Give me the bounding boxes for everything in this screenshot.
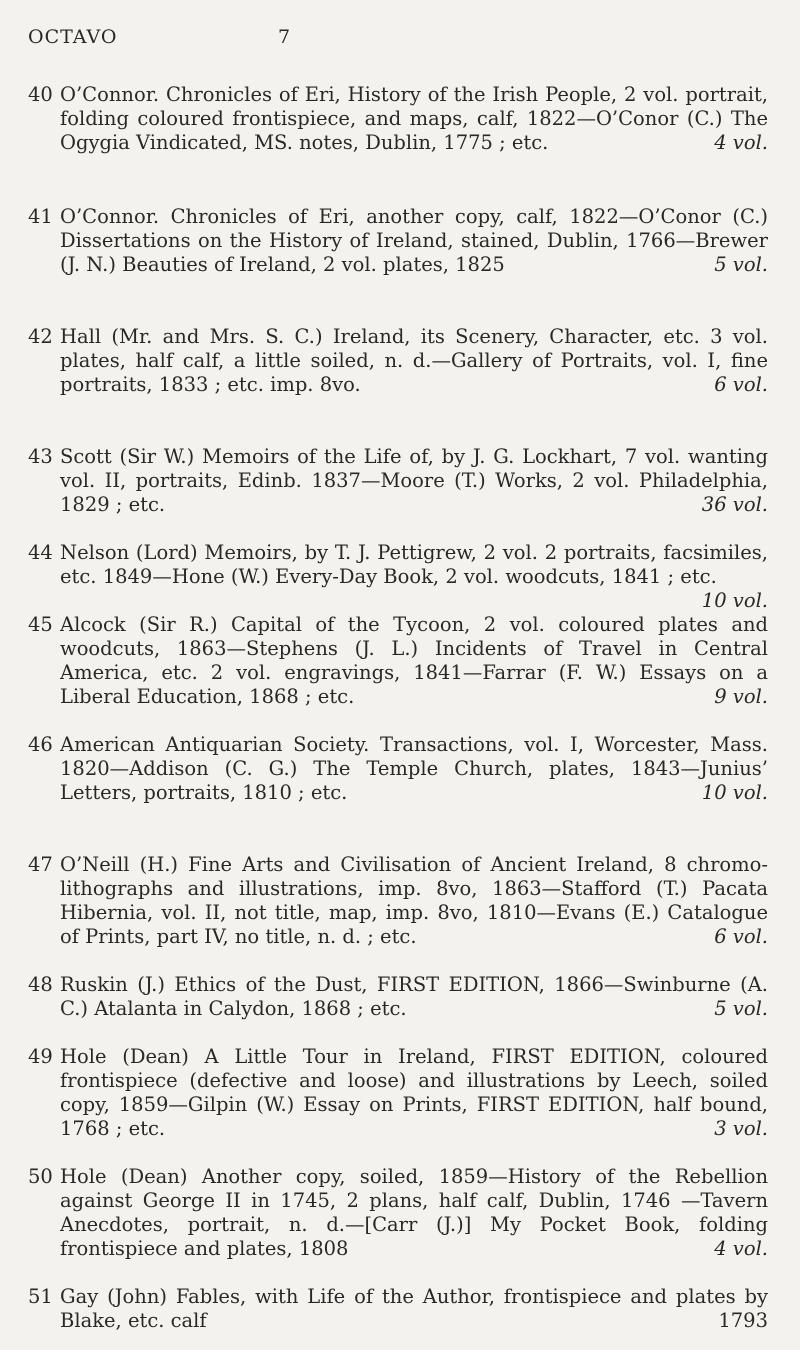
lot-entry (28, 445, 768, 539)
lot-entry (28, 733, 768, 851)
lot-number: 41 (28, 205, 53, 228)
lot-description: O’Connor. Chronicles of Eri, History of the Irish People, 2 vol. portrait, folding coloured frontispiece, and maps, calf, 1822—O’Conor (C.) The Ogygia Vindicated, MS. notes, Dublin, 1775 ; etc. (60, 83, 768, 154)
lot-entry (28, 1045, 768, 1163)
lot-volumes: 4 vol. (714, 1237, 768, 1260)
lot-description: Hall (Mr. and Mrs. S. C.) Ireland, its Scenery, Character, etc. 3 vol. plates, half calf, a little soiled, n. d.—Gallery of Portraits, vol. I, fine portraits, 1833 ; etc. imp. 8vo. (60, 325, 768, 396)
lot-number: 45 (28, 613, 53, 636)
lot-number: 43 (28, 445, 53, 468)
lot-volumes: 4 vol. (714, 131, 768, 154)
lot-number: 50 (28, 1165, 53, 1188)
lot-entry (28, 325, 768, 443)
lot-volumes: 3 vol. (714, 1117, 768, 1140)
lot-volumes: 6 vol. (714, 373, 768, 396)
lot-description: Hole (Dean) A Little Tour in Ireland, FIRST EDITION, coloured frontispiece (defective and loose) and illustrations by Leech, soiled copy, 1859—Gilpin (W.) Essay on Prints, FIRST EDITION, half bound, 1768 ; etc. (60, 1045, 768, 1140)
lot-entry (28, 1165, 768, 1283)
lot-description: Gay (John) Fables, with Life of the Author, frontispiece and plates by Blake, etc. calf (60, 1285, 768, 1332)
lot-number: 49 (28, 1045, 53, 1068)
section-title: OCTAVO (28, 26, 118, 48)
lot-number: 46 (28, 733, 53, 756)
lot-entry (28, 205, 768, 323)
lot-volumes: 5 vol. (714, 997, 768, 1020)
lot-volumes: 9 vol. (714, 685, 768, 708)
lot-description: American Antiquarian Society. Transactions, vol. I, Worcester, Mass. 1820—Addison (C. G.) The Temple Church, plates, 1843—Junius’ Letters, portraits, 1810 ; etc. (60, 733, 768, 804)
lot-number: 47 (28, 853, 53, 876)
lot-volumes: 36 vol. (701, 493, 768, 516)
page-number: 7 (278, 26, 292, 48)
lot-number: 51 (28, 1285, 53, 1308)
lot-entry (28, 853, 768, 971)
lot-description: Scott (Sir W.) Memoirs of the Life of, by J. G. Lockhart, 7 vol. wanting vol. II, portraits, Edinb. 1837—Moore (T.) Works, 2 vol. Philadelphia, 1829 ; etc. (60, 445, 768, 516)
lot-entry (28, 541, 768, 611)
lot-description: Nelson (Lord) Memoirs, by T. J. Pettigrew, 2 vol. 2 portraits, facsimiles, etc. 1849—Hone (W.) Every-Day Book, 2 vol. woodcuts, 1841 ; etc. (60, 541, 768, 588)
lot-description: Hole (Dean) Another copy, soiled, 1859—History of the Rebellion against George II in 1745, 2 plans, half calf, Dublin, 1746 —Tavern Anecdotes, portrait, n. d.—[Carr (J.)] My Pocket Book, folding frontispiece and plates, 1808 (60, 1165, 768, 1260)
lot-description: O’Connor. Chronicles of Eri, another copy, calf, 1822—O’Conor (C.) Dissertations on the History of Ireland, stained, Dublin, 1766—Brewer (J. N.) Beauties of Ireland, 2 vol. plates, 1825 (60, 205, 768, 276)
lot-volumes: 10 vol. (701, 589, 768, 612)
lot-volumes: 5 vol. (714, 253, 768, 276)
lot-number: 48 (28, 973, 53, 996)
lot-number: 40 (28, 83, 53, 106)
lot-entry (28, 83, 768, 203)
lot-entry (28, 973, 768, 1043)
lot-entry (28, 1285, 768, 1333)
running-head (28, 26, 740, 48)
lot-description: Ruskin (J.) Ethics of the Dust, FIRST EDITION, 1866—Swinburne (A. C.) Atalanta in Calydon, 1868 ; etc. (60, 973, 768, 1020)
lot-description: O’Neill (H.) Fine Arts and Civilisation of Ancient Ireland, 8 chromo-lithographs and illustrations, imp. 8vo, 1863—Stafford (T.) Pacata Hibernia, vol. II, not title, map, imp. 8vo, 1810—Evans (E.) Catalogue of Prints, part IV, no title, n. d. ; etc. (60, 853, 768, 948)
lot-volumes: 10 vol. (701, 781, 768, 804)
lot-entry (28, 613, 768, 731)
lot-number: 44 (28, 541, 53, 564)
lot-volumes: 6 vol. (714, 925, 768, 948)
lot-volumes: 1793 (718, 1309, 768, 1332)
lot-number: 42 (28, 325, 53, 348)
lot-description: Alcock (Sir R.) Capital of the Tycoon, 2 vol. coloured plates and woodcuts, 1863—Stephens (J. L.) Incidents of Travel in Central America, etc. 2 vol. engravings, 1841—Farrar (F. W.) Essays on a Liberal Education, 1868 ; etc. (60, 613, 768, 708)
lot-list (28, 83, 768, 1335)
